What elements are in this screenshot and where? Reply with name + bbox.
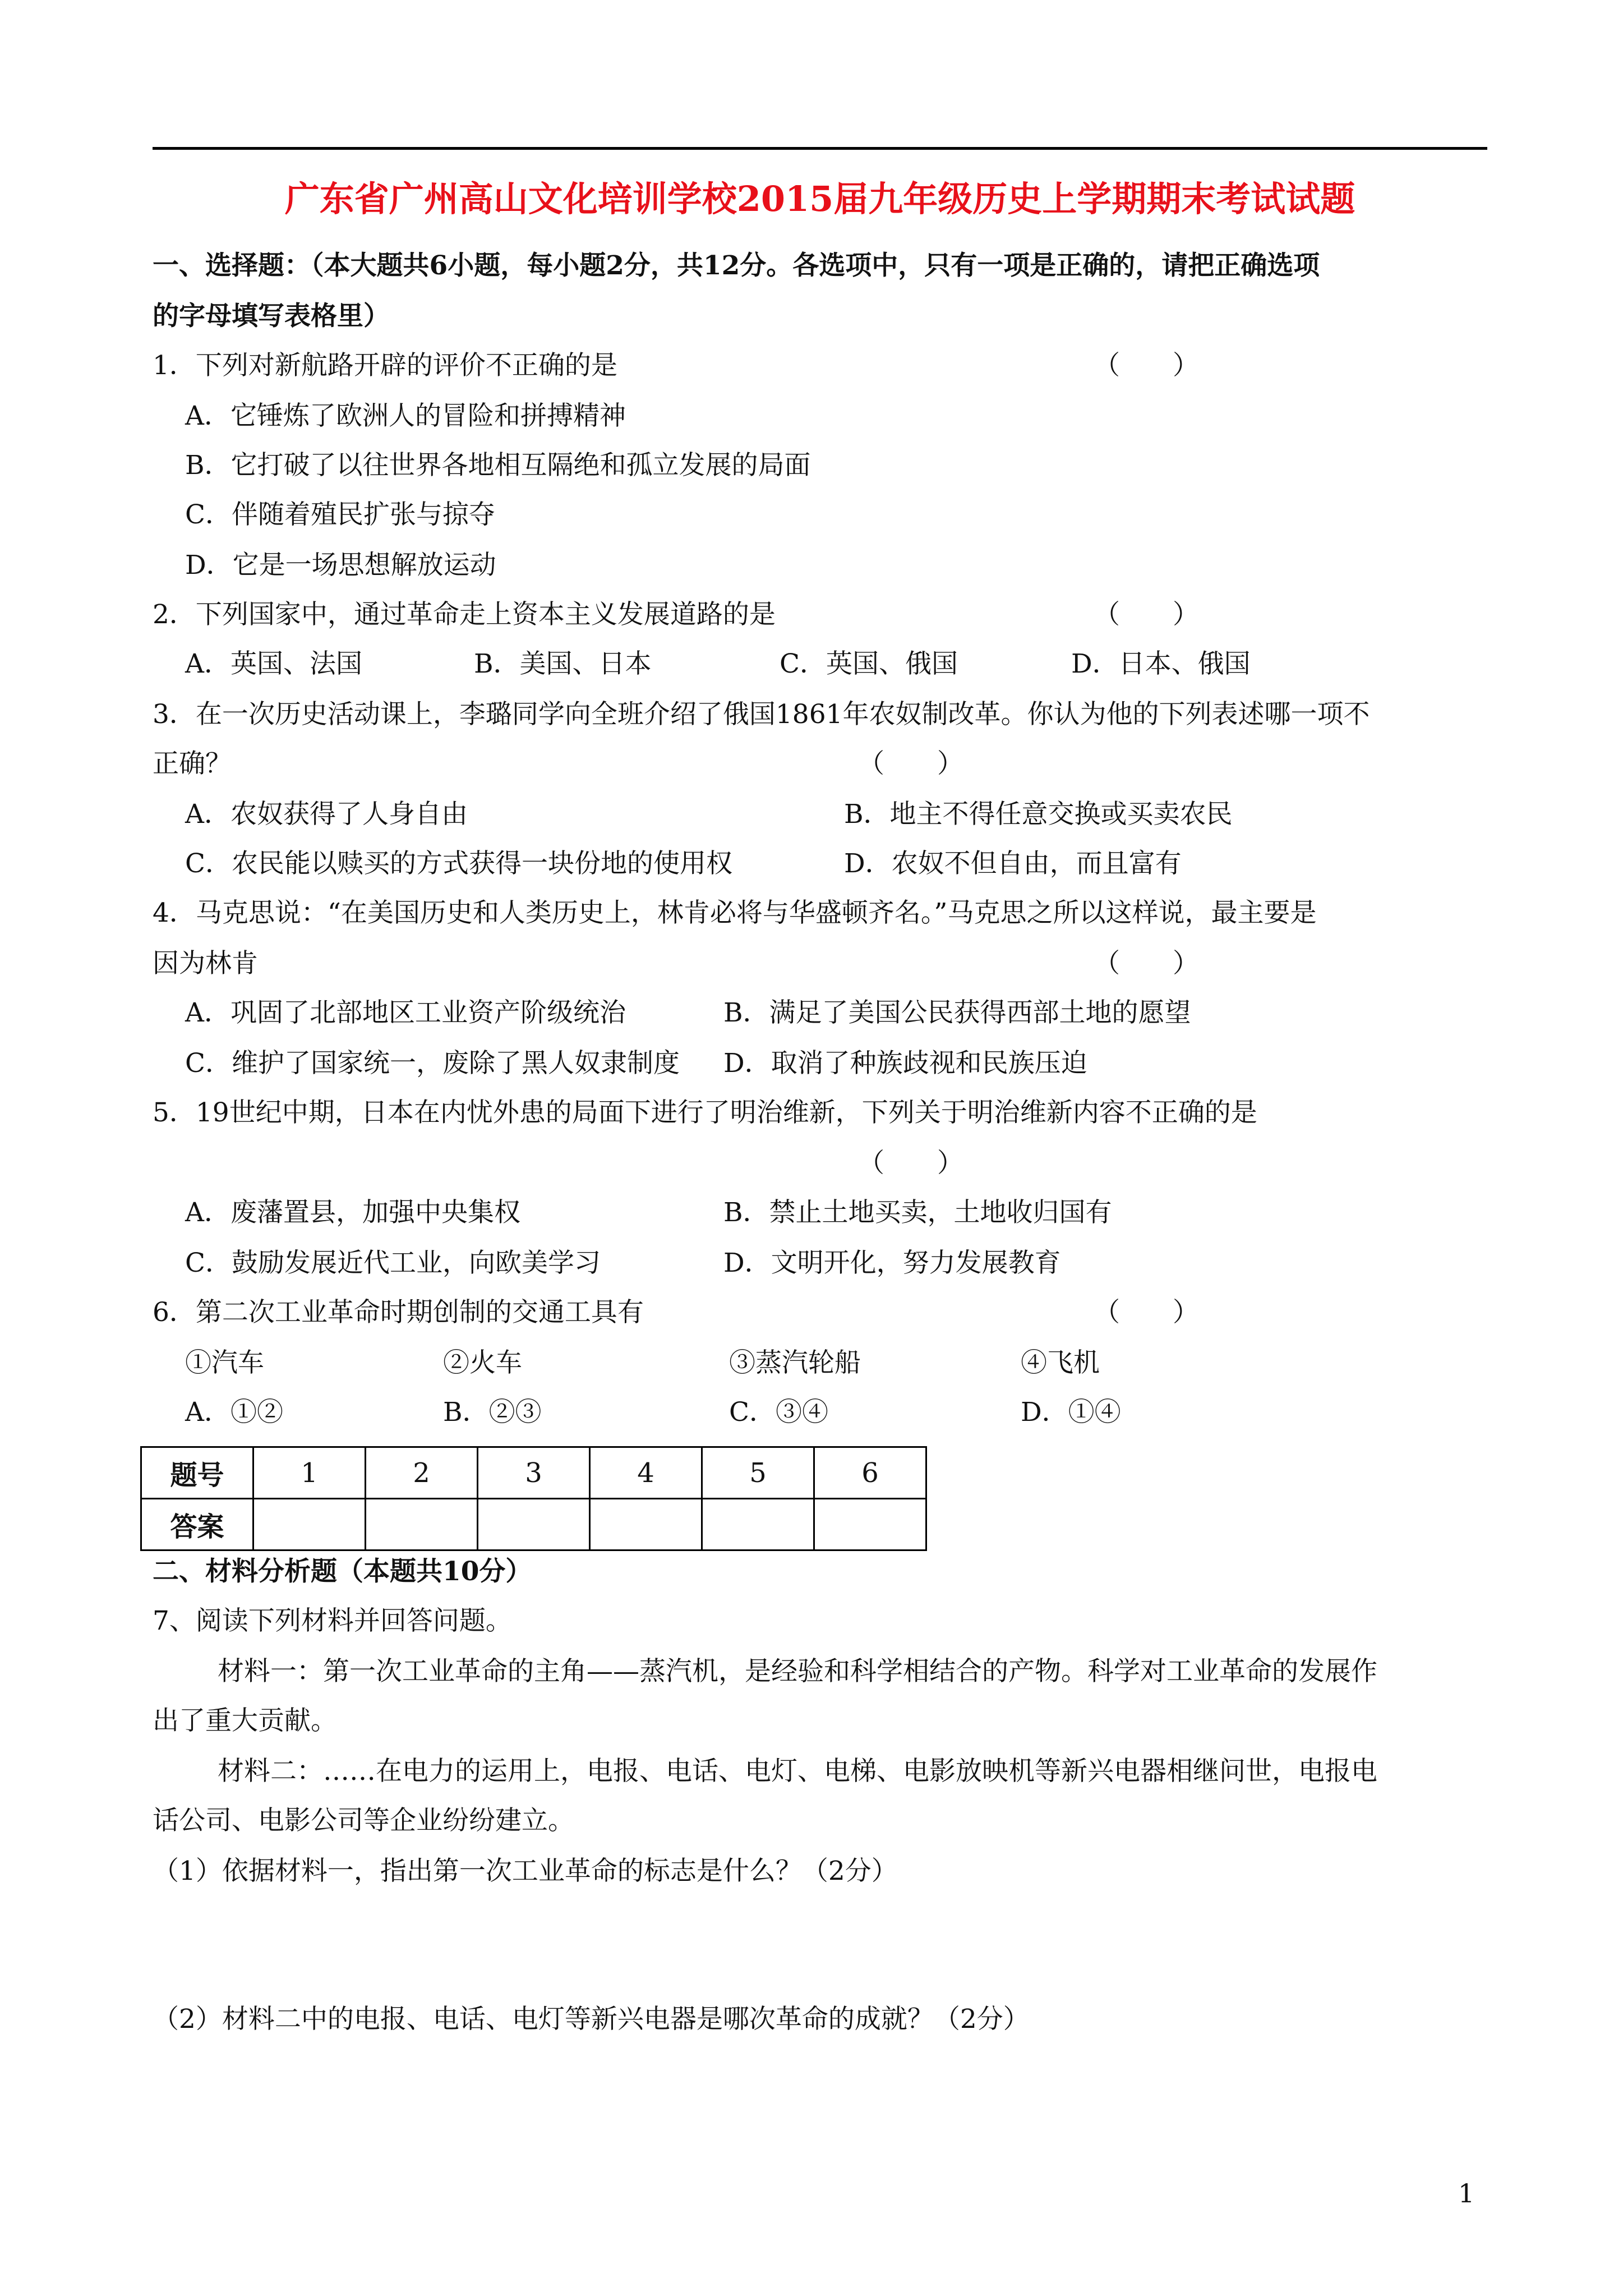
q4-stem-line2: 因为林肯 [153,948,258,979]
material1-line1: 材料一：第一次工业革命的主角——蒸汽机，是经验和科学相结合的产物。科学对工业革命的发展作 [218,1656,1377,1687]
section2-heading: 二、材料分析题（本题共10分） [153,1556,532,1587]
q6-option-c: C．③④ [729,1397,828,1428]
table-label-number: 题号 [141,1447,253,1499]
q2-option-c: C．英国、俄国 [780,648,958,679]
table-number-3: 3 [478,1447,590,1499]
q3-option-c: C．农民能以赎买的方式获得一块份地的使用权 [185,848,732,879]
q5-option-b: B．禁止土地买卖，土地收归国有 [723,1197,1112,1228]
table-answer-cell-4[interactable] [590,1499,702,1550]
q4-answer-paren: （ ） [1094,948,1199,979]
section1-heading-line1: 一、选择题：（本大题共6小题，每小题2分，共12分。各选项中，只有一项是正确的，请把正确选项 [153,250,1320,281]
table-answer-cell-5[interactable] [702,1499,814,1550]
q3-answer-paren: （ ） [858,748,963,779]
q6-answer-paren: （ ） [1094,1297,1199,1328]
q7-subquestion-2: （2）材料二中的电报、电话、电灯等新兴电器是哪次革命的成就？（2分） [153,2004,1030,2035]
section1-heading-line2: 的字母填写表格里） [153,301,390,332]
q6-option-b: B．②③ [443,1397,542,1428]
table-answer-cell-1[interactable] [253,1499,366,1550]
q1-option-d: D．它是一场思想解放运动 [185,550,496,581]
q4-option-d: D．取消了种族歧视和民族压迫 [723,1048,1087,1079]
q6-item-2: ②火车 [443,1347,522,1378]
q5-stem: 5．19世纪中期，日本在内忧外患的局面下进行了明治维新，下列关于明治维新内容不正确的是 [153,1097,1257,1128]
q4-option-a: A．巩固了北部地区工业资产阶级统治 [185,997,626,1028]
q2-option-a: A．英国、法国 [185,648,362,679]
table-number-5: 5 [702,1447,814,1499]
q5-answer-paren: （ ） [858,1148,963,1179]
q1-option-c: C．伴随着殖民扩张与掠夺 [185,499,495,530]
answer-table [140,1446,927,1551]
q2-answer-paren: （ ） [1094,599,1199,630]
q1-option-a: A．它锤炼了欧洲人的冒险和拼搏精神 [185,401,626,431]
q6-item-1: ①汽车 [185,1347,264,1378]
q6-stem: 6．第二次工业革命时期创制的交通工具有 [153,1297,644,1328]
table-number-1: 1 [253,1447,366,1499]
q7-subquestion-1: （1）依据材料一，指出第一次工业革命的标志是什么？（2分） [153,1856,898,1887]
table-number-4: 4 [590,1447,702,1499]
q5-option-d: D．文明开化，努力发展教育 [723,1248,1061,1278]
table-row [141,1499,926,1550]
q2-stem: 2．下列国家中，通过革命走上资本主义发展道路的是 [153,599,776,630]
q2-option-b: B．美国、日本 [474,648,652,679]
q3-stem-line2: 正确？ [153,748,232,779]
q6-option-d: D．①④ [1021,1397,1121,1428]
q1-option-b: B．它打破了以往世界各地相互隔绝和孤立发展的局面 [185,450,811,481]
q2-option-d: D．日本、俄国 [1071,648,1251,679]
q7-stem: 7、阅读下列材料并回答问题。 [153,1605,512,1636]
page-title: 广东省广州高山文化培训学校2015届九年级历史上学期期末考试试题 [284,178,1355,219]
page-number: 1 [1458,2178,1475,2208]
q1-answer-paren: （ ） [1094,350,1199,381]
table-answer-cell-2[interactable] [366,1499,478,1550]
q5-option-a: A．废藩置县，加强中央集权 [185,1197,520,1228]
material1-line2: 出了重大贡献。 [153,1705,337,1736]
q3-stem-line1: 3．在一次历史活动课上，李璐同学向全班介绍了俄国1861年农奴制改革。你认为他的下列表述哪一项不 [153,699,1370,730]
q6-item-3: ③蒸汽轮船 [729,1347,861,1378]
table-number-6: 6 [814,1447,926,1499]
q4-stem-line1: 4．马克思说：“在美国历史和人类历史上，林肯必将与华盛顿齐名。”马克思之所以这样说，最主要是 [153,898,1317,928]
material2-line2: 话公司、电影公司等企业纷纷建立。 [153,1805,574,1836]
q6-item-4: ④飞机 [1021,1347,1100,1378]
q5-option-c: C．鼓励发展近代工业，向欧美学习 [185,1248,601,1278]
table-row [141,1447,926,1499]
q3-option-a: A．农奴获得了人身自由 [185,799,468,830]
q3-option-d: D．农奴不但自由，而且富有 [844,848,1182,879]
q6-option-a: A．①② [185,1397,283,1428]
q1-stem: 1．下列对新航路开辟的评价不正确的是 [153,350,617,381]
q3-option-b: B．地主不得任意交换或买卖农民 [844,799,1233,830]
table-answer-cell-3[interactable] [478,1499,590,1550]
table-number-2: 2 [366,1447,478,1499]
table-label-answer: 答案 [141,1499,253,1550]
q4-option-c: C．维护了国家统一，废除了黑人奴隶制度 [185,1048,680,1079]
q4-option-b: B．满足了美国公民获得西部土地的愿望 [723,997,1191,1028]
material2-line1: 材料二：……在电力的运用上，电报、电话、电灯、电梯、电影放映机等新兴电器相继问世，电报电 [218,1756,1377,1787]
header-rule [153,147,1487,150]
table-answer-cell-6[interactable] [814,1499,926,1550]
